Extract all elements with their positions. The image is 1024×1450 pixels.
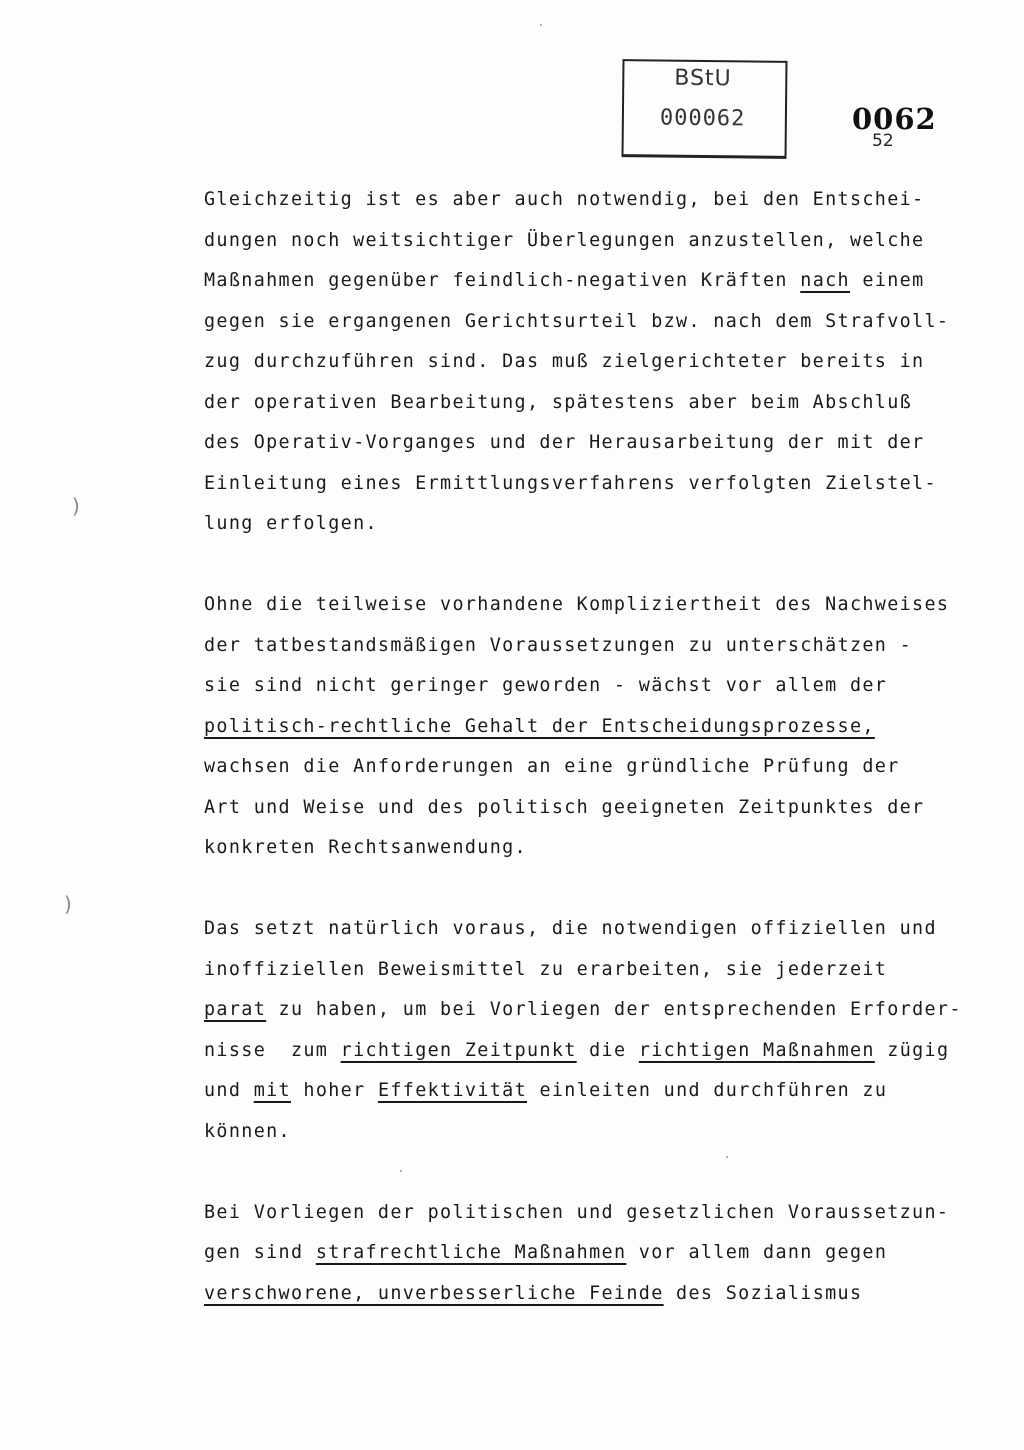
- text-segment: nisse zum: [204, 1039, 341, 1061]
- text-segment: hoher: [290, 1080, 378, 1101]
- text-segment: des Sozialismus: [663, 1282, 863, 1304]
- text-segment: einem: [849, 270, 925, 291]
- text-segment: vor allem dann gegen: [626, 1242, 888, 1263]
- paragraph: [204, 909, 974, 1152]
- underlined-text: mit: [253, 1080, 291, 1101]
- text-segment: der operativen Bearbeitung, spätestens aber beim Abschluß: [204, 391, 913, 413]
- underlined-text: Effektivität: [377, 1080, 528, 1101]
- text-segment: zügig: [874, 1039, 950, 1061]
- text-line: [204, 504, 974, 545]
- underlined-text: richtigen Zeitpunkt: [340, 1039, 577, 1061]
- text-segment: Einleitung eines Ermittlungsverfahrens verfolgten Zielstel-: [204, 472, 937, 494]
- text-segment: lung erfolgen.: [204, 513, 378, 534]
- text-line: [204, 909, 974, 950]
- text-line: [204, 626, 974, 667]
- text-segment: zu haben, um bei Vorliegen der entsprechenden Erforder-: [266, 999, 962, 1020]
- text-segment: Maßnahmen gegenüber feindlich-negativen Kräften: [204, 270, 801, 291]
- paragraph: [204, 180, 974, 545]
- text-line: [204, 221, 974, 262]
- text-segment: können.: [204, 1120, 291, 1142]
- text-segment: sie sind nicht geringer geworden - wächst vor allem der: [204, 675, 888, 696]
- text-line: [204, 666, 974, 707]
- text-segment: Art und Weise und des politisch geeigneten Zeitpunktes der: [204, 796, 925, 818]
- underlined-text: nach: [800, 270, 850, 291]
- text-line: [204, 1233, 974, 1274]
- text-line: [204, 707, 974, 748]
- text-segment: Gleichzeitig ist es aber auch notwendig, bei den Entschei-: [204, 189, 925, 210]
- text-line: [204, 950, 974, 991]
- text-line: [204, 464, 974, 505]
- margin-mark: ): [64, 892, 72, 916]
- underlined-text: strafrechtliche Maßnahmen: [315, 1242, 627, 1263]
- text-line: [204, 302, 974, 343]
- text-line: [204, 788, 974, 829]
- paragraph-gap: [204, 545, 974, 586]
- text-segment: der tatbestandsmäßigen Voraussetzungen zu unterschätzen -: [204, 634, 913, 656]
- text-segment: Ohne die teilweise vorhandene Kompliziertheit des Nachweises: [204, 594, 950, 615]
- archive-stamp: [621, 59, 787, 159]
- text-segment: konkreten Rechtsanwendung.: [204, 837, 527, 858]
- text-segment: gegen sie ergangenen Gerichtsurteil bzw. nach dem Strafvoll-: [204, 310, 950, 332]
- text-line: [204, 180, 974, 221]
- folio-number: 0062: [852, 102, 937, 136]
- text-segment: Das setzt natürlich voraus, die notwendigen offiziellen und: [204, 918, 937, 939]
- text-line: [204, 1112, 974, 1153]
- paragraph: [204, 1193, 974, 1315]
- stamp-number: 000062: [659, 105, 746, 132]
- text-line: [204, 990, 974, 1031]
- underlined-text: parat: [204, 999, 267, 1020]
- text-line: [204, 585, 974, 626]
- underlined-text: politisch-rechtliche Gehalt der Entscheidungsprozesse,: [204, 715, 875, 737]
- text-segment: und: [204, 1080, 254, 1101]
- paragraph: [204, 585, 974, 869]
- paragraph-gap: [204, 869, 974, 910]
- stamp-label: BStU: [674, 65, 732, 92]
- document-body: [204, 180, 974, 1314]
- text-segment: inoffiziellen Beweismittel zu erarbeiten, sie jederzeit: [204, 958, 888, 980]
- text-line: [204, 747, 974, 788]
- underlined-text: richtigen Maßnahmen: [638, 1039, 875, 1061]
- page-number: 52: [872, 131, 894, 151]
- text-segment: gen sind: [204, 1242, 316, 1263]
- text-line: [204, 1274, 974, 1315]
- text-line: [204, 1071, 974, 1112]
- text-line: [204, 383, 974, 424]
- underlined-text: verschworene, unverbesserliche Feinde: [204, 1282, 664, 1304]
- text-segment: des Operativ-Vorganges und der Herausarbeitung der mit der: [204, 432, 925, 453]
- margin-mark: ): [72, 494, 80, 518]
- text-segment: einleiten und durchführen zu: [527, 1080, 888, 1101]
- text-segment: dungen noch weitsichtiger Überlegungen anzustellen, welche: [204, 229, 925, 251]
- text-line: [204, 423, 974, 464]
- text-line: [204, 1193, 974, 1234]
- text-line: [204, 828, 974, 869]
- text-line: [204, 342, 974, 383]
- text-line: [204, 1031, 974, 1072]
- text-segment: wachsen die Anforderungen an eine gründliche Prüfung der: [204, 756, 900, 777]
- text-segment: Bei Vorliegen der politischen und gesetzlichen Voraussetzun-: [204, 1201, 950, 1223]
- scan-speck: [540, 24, 542, 26]
- paragraph-gap: [204, 1152, 974, 1193]
- text-segment: die: [576, 1039, 639, 1061]
- text-line: [204, 261, 974, 302]
- text-segment: zug durchzuführen sind. Das muß zielgerichteter bereits in: [204, 351, 925, 372]
